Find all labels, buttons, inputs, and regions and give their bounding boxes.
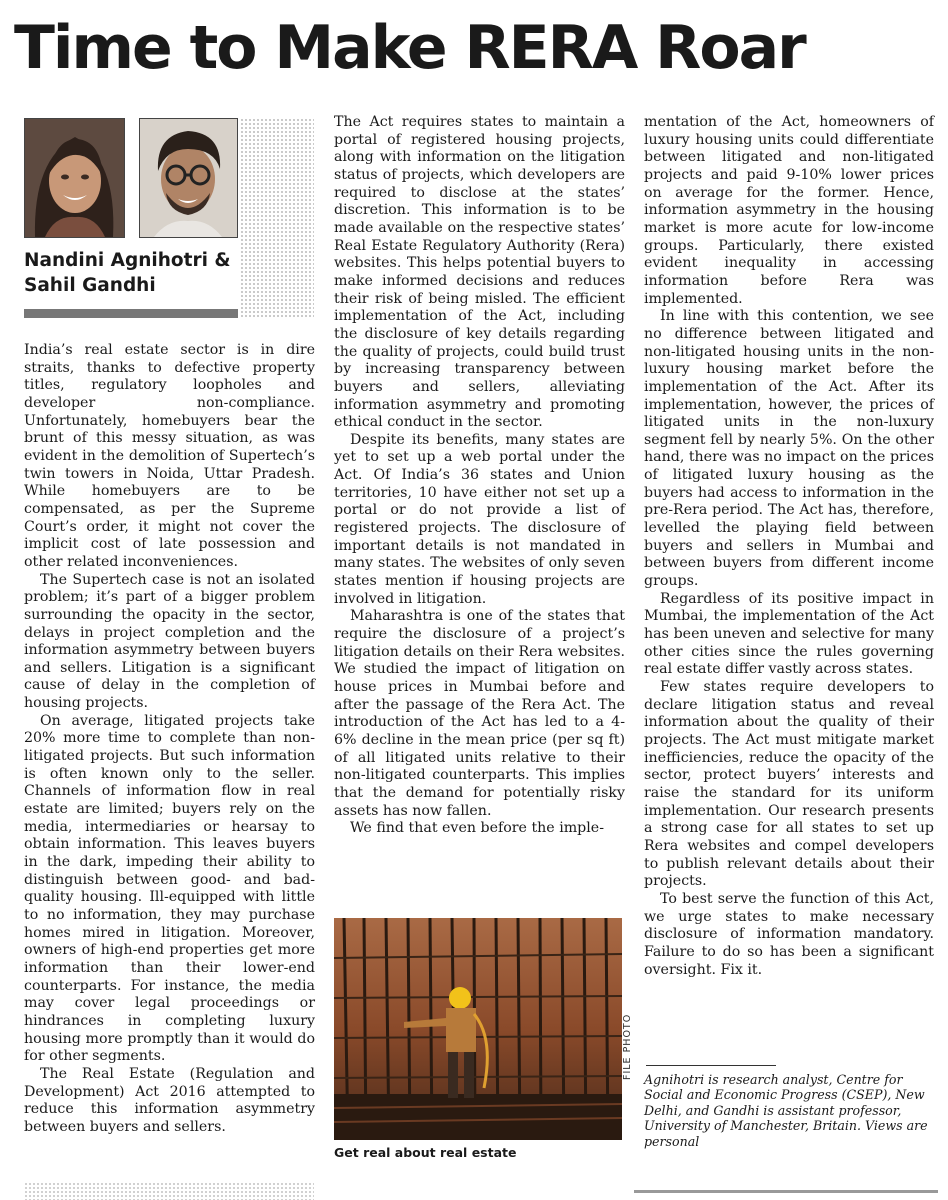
article-column-1 bbox=[24, 342, 315, 1137]
byline-bar bbox=[24, 309, 238, 318]
paragraph: Maharashtra is one of the states that require the disclosure of a project’s litigation details on their Rera websites. We studied the impact of litigation on house prices in Mumbai before and after the passage of the Rera Act. The introduction of the Act has led to a 4-6% decline in the mean price (per sq ft) of all litigated units relative to their non-litigated counterparts. This implies that the demand for potentially risky assets has now fallen. bbox=[334, 608, 625, 819]
author-photo-nandini bbox=[24, 118, 125, 238]
construction-photo bbox=[334, 918, 622, 1140]
paragraph: In line with this contention, we see no difference between litigated and non-litigated housing units in the non-luxury housing market before the implementation of the Act. After its implementation, however, the prices of litigated units in the non-luxury segment fell by nearly 5%. On the other hand, there was no impact on the prices of litigated luxury housing as the buyers had access to information in the pre-Rera period. The Act has, therefore, levelled the playing field between buyers and sellers in Mumbai and between buyers from different income groups. bbox=[644, 308, 934, 590]
article-column-2 bbox=[334, 114, 625, 838]
paragraph: The Supertech case is not an isolated problem; it’s part of a bigger problem surrounding the opacity in the sector, delays in project completion and the information asymmetry between buyers and sellers. Litigation is a significant cause of delay in the completion of housing projects. bbox=[24, 571, 315, 712]
paragraph: mentation of the Act, homeowners of luxury housing units could differentiate between litigated and non-litigated projects and paid 9-10% lower prices on average for the former. Hence, information asymmetry in the housing market is more acute for low-income groups. Particularly, there existed evident inequality in accessing information before Rera was implemented. bbox=[644, 114, 934, 307]
paragraph: To best serve the function of this Act, we urge states to make necessary disclosure of information mandatory. Failure to do so has been a significant oversight. Fix it. bbox=[644, 890, 934, 978]
headline: Time to Make RERA Roar bbox=[14, 13, 805, 83]
article-column-3 bbox=[644, 114, 934, 979]
paragraph: Despite its benefits, many states are yet to set up a web portal under the Act. Of India’s 36 states and Union territories, 10 have either not set up a portal or do not provide a list of registered projects. The disclosure of important details is not mandated in many states. The websites of only seven states mention if housing projects are involved in litigation. bbox=[334, 431, 625, 607]
bio-divider bbox=[646, 1065, 776, 1066]
author-line-1: Nandini Agnihotri & bbox=[24, 250, 231, 271]
paragraph: Regardless of its positive impact in Mumbai, the implementation of the Act has been uneven and selective for many other cities since the rules governing real estate differ vastly across states. bbox=[644, 590, 934, 678]
photo-caption: Get real about real estate bbox=[334, 1145, 517, 1160]
dot-pattern-bottom bbox=[24, 1182, 314, 1200]
paragraph: We find that even before the imple- bbox=[350, 820, 604, 837]
author-line-2: Sahil Gandhi bbox=[24, 275, 156, 296]
paragraph: The Act requires states to maintain a portal of registered housing projects, along with information on the litigation status of projects, which developers are required to disclose at the states’ discretion. This information is to be made available on the respective states’ Real Estate Regulatory Authority (Rera) websites. This helps potential buyers to make informed decisions and reduces their risk of being misled. The efficient implementation of the Act, including the disclosure of key details regarding the quality of projects, could build trust by increasing transparency between buyers and sellers, alleviating information asymmetry and promoting ethical conduct in the sector. bbox=[334, 114, 625, 431]
paragraph: On average, litigated projects take 20% more time to complete than non-litigated projects. But such information is often known only to the seller. Channels of information flow in real estate are limited; buyers rely on the media, intermediaries or hearsay to obtain information. This leaves buyers in the dark, impeding their ability to distinguish between good- and bad-quality housing. Ill-equipped with little to no information, they may purchase homes mired in litigation. Moreover, owners of high-end properties get more information than their lower-end counterparts. For instance, the media may cover legal proceedings or hindrances in completing luxury housing more promptly than it would do for other segments. bbox=[24, 712, 315, 1065]
paragraph: The Real Estate (Regulation and Development) Act 2016 attempted to reduce this information asymmetry between buyers and sellers. bbox=[24, 1065, 315, 1135]
paragraph: India’s real estate sector is in dire straits, thanks to defective property titles, regulatory loopholes and developer non-compliance. Unfortunately, homebuyers bear the brunt of this messy situation, as was evident in the demolition of Supertech’s twin towers in Noida, Uttar Pradesh. While homebuyers are to be compensated, as per the Supreme Court’s order, it might not cover the implicit cost of late possession and other related inconveniences. bbox=[24, 342, 315, 570]
paragraph: Few states require developers to declare litigation status and reveal information about the quality of their projects. The Act must mitigate market inefficiencies, reduce the opacity of the sector, protect buyers’ interests and raise the standard for its uniform implementation. Our research presents a strong case for all states to set up Rera websites and compel developers to publish relevant details about their projects. bbox=[644, 679, 934, 890]
bottom-rule bbox=[634, 1190, 938, 1193]
author-bio: Agnihotri is research analyst, Centre for Social and Economic Progress (CSEP), New Delhi, and Gandhi is assistant professor, University of Manchester, Britain. Views are personal bbox=[644, 1072, 928, 1149]
author-photo-sahil bbox=[139, 118, 238, 238]
photo-credit: FILE PHOTO bbox=[622, 1013, 633, 1080]
author-byline bbox=[24, 248, 264, 298]
